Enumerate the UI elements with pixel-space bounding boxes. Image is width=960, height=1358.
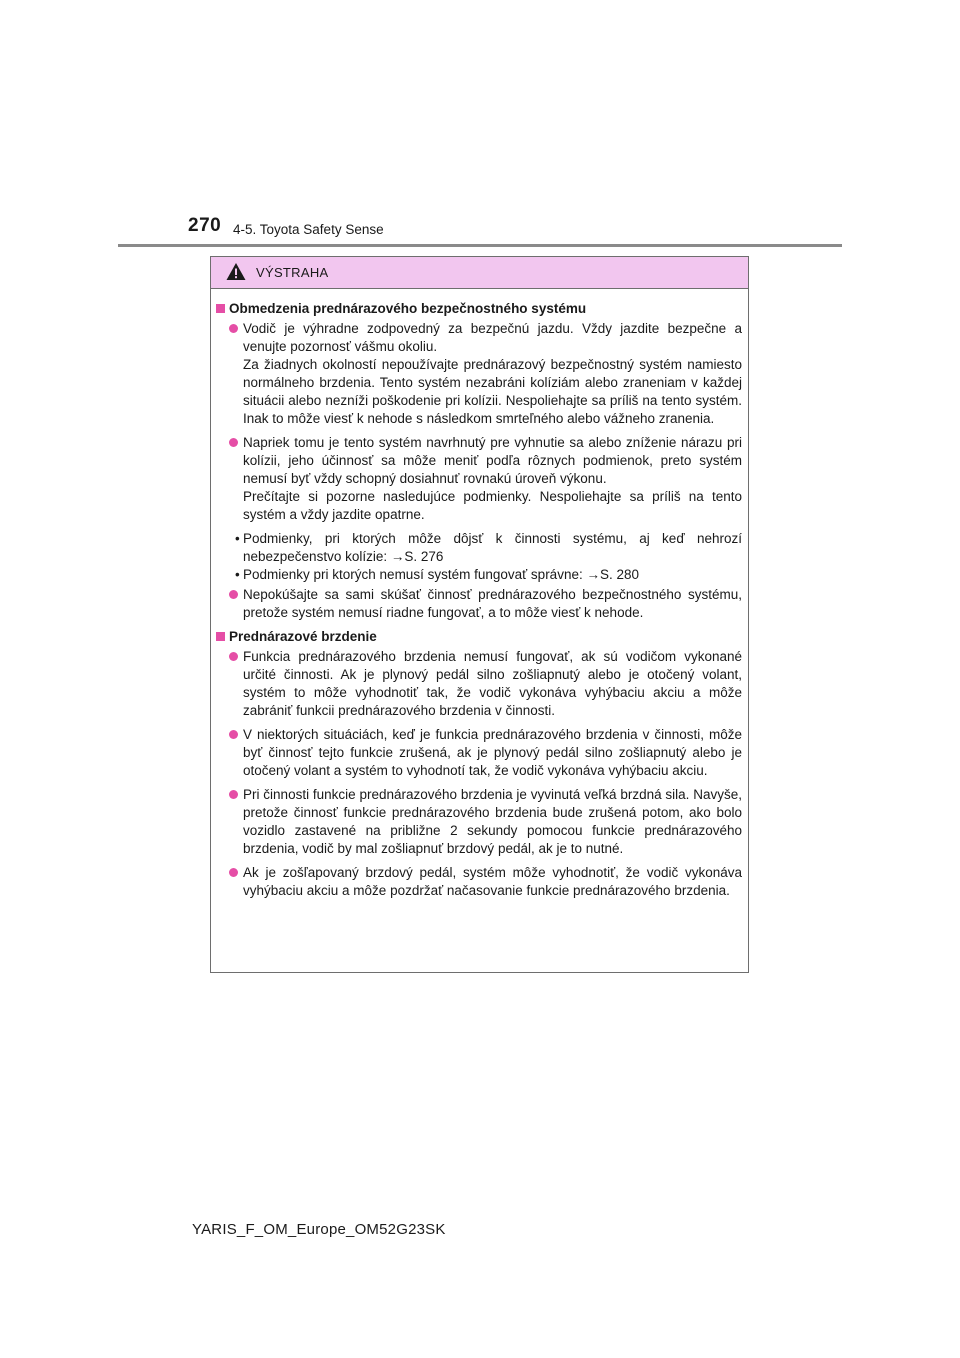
item-paragraph: V niektorých situáciách, keď je funkcia prednárazového brzdenia v činnosti, môže byť činnosť tejto funkcie zrušená, ak je plynový pedál silno zošliapnutý alebo je otočený volant a systém to vyhodnotí tak, že vodič vykonáva vyhýbaciu akciu. bbox=[243, 727, 742, 778]
sub-bullet: • bbox=[235, 567, 240, 582]
section-title: 4-5. Toyota Safety Sense bbox=[233, 222, 384, 237]
document-id: YARIS_F_OM_Europe_OM52G23SK bbox=[192, 1221, 446, 1238]
list-item bbox=[216, 586, 742, 622]
section-heading bbox=[216, 628, 742, 646]
sub-list-item bbox=[204, 566, 742, 584]
warning-body bbox=[211, 289, 748, 900]
item-paragraph: Za žiadnych okolností nepoužívajte prednárazový bezpečnostný systém namiesto normálneho brzdenia. Tento systém nezabráni kolíziám alebo zraneniam v každej situácii alebo nezníži poškodenie pri kolízii. Nespoliehajte sa príliš na tento systém. Inak to môže viesť k nehode s následkom smrteľného alebo vážneho zranenia. bbox=[243, 357, 742, 426]
item-paragraph: Ak je zošľapovaný brzdový pedál, systém môže vyhodnotiť, že vodič vykonáva vyhýbaciu akciu a môže pozdržať načasovanie funkcie prednárazového brzdenia. bbox=[243, 865, 742, 898]
sub-item-text: Podmienky pri ktorých nemusí systém fungovať správne: →S. 280 bbox=[243, 567, 639, 582]
round-bullet-icon bbox=[229, 790, 238, 799]
section-heading-text: Prednárazové brzdenie bbox=[229, 629, 377, 644]
item-paragraph: Prečítajte si pozorne nasledujúce podmienky. Nespoliehajte sa príliš na tento systém a vždy jazdite opatrne. bbox=[243, 489, 742, 522]
warning-triangle-icon bbox=[226, 262, 246, 281]
section-heading-text: Obmedzenia prednárazového bezpečnostného systému bbox=[229, 301, 587, 316]
sub-bullet: • bbox=[235, 531, 240, 546]
item-paragraph: Pri činnosti funkcie prednárazového brzdenia je vyvinutá veľká brzdná sila. Navyše, pretože činnosť funkcie prednárazového brzdenia bude zrušená potom, ako bolo vozidlo zastavené na približne 2 sekundy pomocou funkcie prednárazového brzdenia, vodič by mal zošliapnuť brzdový pedál, ak je to nutné. bbox=[243, 787, 742, 856]
list-item bbox=[216, 320, 742, 428]
list-item bbox=[216, 434, 742, 524]
round-bullet-icon bbox=[229, 868, 238, 877]
list-item bbox=[216, 648, 742, 720]
list-item bbox=[216, 864, 742, 900]
warning-label: VÝSTRAHA bbox=[256, 265, 329, 280]
item-paragraph: Nepokúšajte sa sami skúšať činnosť prednárazového bezpečnostného systému, pretože systém nemusí riadne fungovať, a to môže viesť k nehode. bbox=[243, 587, 742, 620]
round-bullet-icon bbox=[229, 590, 238, 599]
sub-item-text: Podmienky, pri ktorých môže dôjsť k činnosti systému, aj keď nehrozí nebezpečenstvo kolízie: →S. 276 bbox=[243, 531, 742, 564]
list-item bbox=[216, 726, 742, 780]
item-paragraph: Vodič je výhradne zodpovedný za bezpečnú jazdu. Vždy jazdite bezpečne a venujte pozornosť vášmu okoliu. bbox=[243, 321, 742, 354]
round-bullet-icon bbox=[229, 652, 238, 661]
warning-box bbox=[210, 256, 749, 973]
page-number: 270 bbox=[188, 215, 222, 236]
section-heading bbox=[216, 300, 742, 318]
round-bullet-icon bbox=[229, 324, 238, 333]
square-bullet-icon bbox=[216, 632, 225, 641]
round-bullet-icon bbox=[229, 730, 238, 739]
item-paragraph: Napriek tomu je tento systém navrhnutý pre vyhnutie sa alebo zníženie nárazu pri kolízii, jeho účinnosť sa môže meniť podľa rôznych podmienok, preto systém nemusí byť vždy schopný dosiahnuť rovnakú úroveň výkonu. bbox=[243, 435, 742, 486]
warning-header bbox=[211, 257, 748, 289]
sub-list-item bbox=[204, 530, 742, 566]
square-bullet-icon bbox=[216, 304, 225, 313]
round-bullet-icon bbox=[229, 438, 238, 447]
item-paragraph: Funkcia prednárazového brzdenia nemusí fungovať, ak sú vodičom vykonané určité činnosti. Ak je plynový pedál silno zošliapnutý alebo je otočený volant, systém to môže vyhodnotiť tak, že vodič vykonáva vyhýbaciu akciu a môže zabrániť funkcii prednárazového brzdenia v činnosti. bbox=[243, 649, 742, 718]
list-item bbox=[216, 786, 742, 858]
header-divider bbox=[118, 244, 842, 247]
